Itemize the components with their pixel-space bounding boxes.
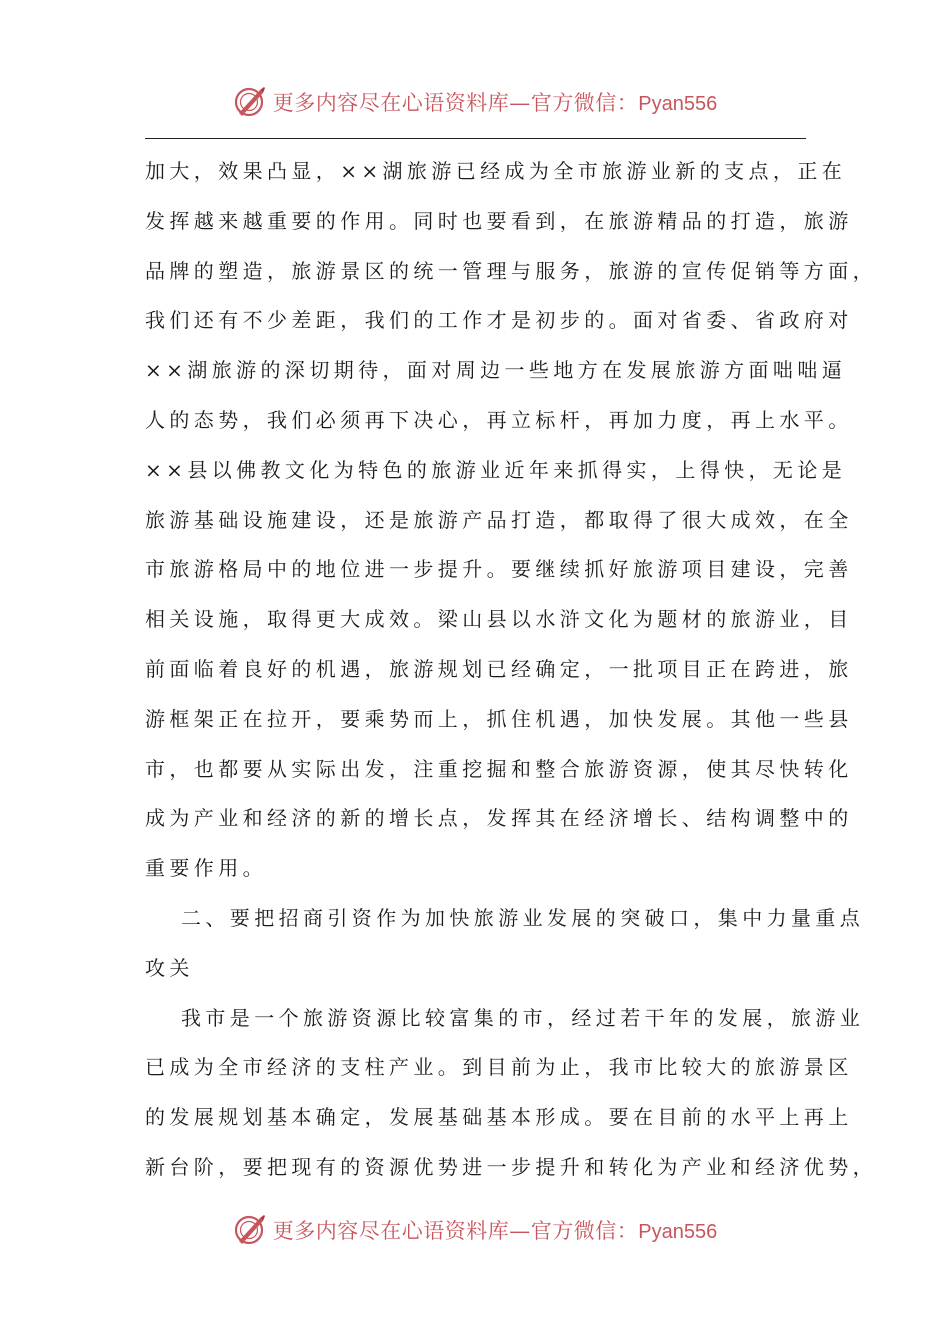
body-line: ××湖旅游的深切期待，面对周边一些地方在发展旅游方面咄咄逼 — [145, 358, 847, 383]
body-line: 新台阶，要把现有的资源优势进一步提升和转化为产业和经济优势， — [145, 1154, 877, 1179]
body-line: 相关设施，取得更大成效。梁山县以水浒文化为题材的旅游业，目 — [145, 607, 853, 632]
header-wechat-handle: Pyan556 — [638, 93, 718, 115]
body-line: 加大，效果凸显，××湖旅游已经成为全市旅游业新的支点，正在 — [145, 159, 847, 183]
section-heading-line: 攻关 — [145, 955, 194, 980]
header-banner — [0, 82, 950, 122]
pen-seal-logo-icon — [233, 1213, 267, 1247]
body-line: 成为产业和经济的新的增长点，发挥其在经济增长、结构调整中的 — [145, 806, 853, 831]
body-line: 的发展规划基本确定，发展基础基本形成。要在目前的水平上再上 — [145, 1105, 853, 1130]
body-line: 重要作用。 — [145, 856, 267, 881]
pen-seal-logo-icon — [233, 85, 267, 119]
body-line: 我们还有不少差距，我们的工作才是初步的。面对省委、省政府对 — [145, 308, 853, 333]
body-line: 我市是一个旅游资源比较富集的市，经过若干年的发展，旅游业 — [181, 1005, 865, 1030]
body-line: 市，也都要从实际出发，注重挖掘和整合旅游资源，使其尽快转化 — [145, 756, 853, 781]
body-line: ××县以佛教文化为特色的旅游业近年来抓得实，上得快，无论是 — [145, 457, 847, 482]
body-line: 品牌的塑造，旅游景区的统一管理与服务，旅游的宣传促销等方面， — [145, 258, 877, 283]
section-heading-line: 二、要把招商引资作为加快旅游业发展的突破口，集中力量重点 — [181, 905, 865, 930]
body-line: 发挥越来越重要的作用。同时也要看到，在旅游精品的打造，旅游 — [145, 208, 853, 233]
body-line: 游框架正在拉开，要乘势而上，抓住机遇，加快发展。其他一些县 — [145, 706, 853, 731]
body-line: 旅游基础设施建设，还是旅游产品打造，都取得了很大成效，在全 — [145, 507, 853, 532]
header-banner-text: 更多内容尽在心语资料库—官方微信：Pyan556 — [272, 91, 718, 115]
body-line: 已成为全市经济的支柱产业。到目前为止，我市比较大的旅游景区 — [145, 1055, 853, 1080]
footer-banner — [0, 1210, 950, 1250]
body-line: 市旅游格局中的地位进一步提升。要继续抓好旅游项目建设，完善 — [145, 557, 853, 582]
footer-wechat-handle: Pyan556 — [638, 1221, 718, 1243]
footer-banner-text: 更多内容尽在心语资料库—官方微信：Pyan556 — [272, 1219, 718, 1243]
body-line: 前面临着良好的机遇，旅游规划已经确定，一批项目正在跨进，旅 — [145, 656, 853, 681]
header-divider — [145, 138, 806, 139]
body-line: 人的态势，我们必须再下决心，再立标杆，再加力度，再上水平。 — [145, 407, 853, 432]
document-body — [145, 147, 877, 1193]
